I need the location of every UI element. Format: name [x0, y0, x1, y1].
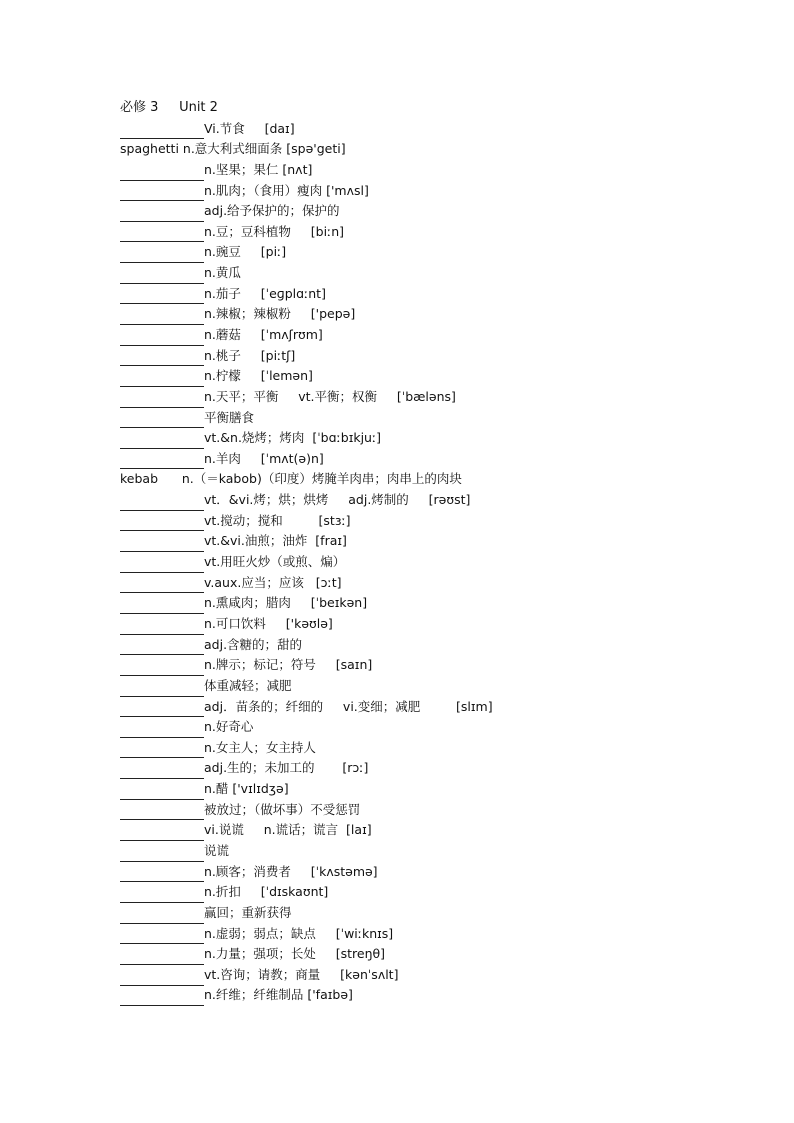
definition-text: 被放过；（做坏事）不受惩罚: [204, 801, 361, 817]
vocab-row: [120, 655, 720, 676]
answer-blank[interactable]: [120, 537, 204, 552]
vocab-row: [120, 986, 720, 1007]
english-word: kebab: [120, 471, 159, 487]
definition-text: n.桃子 [piːtʃ]: [204, 347, 296, 363]
answer-blank[interactable]: [120, 971, 204, 986]
definition-text: 赢回；重新获得: [204, 904, 292, 920]
answer-blank[interactable]: [120, 950, 204, 965]
vocab-row: [120, 181, 720, 202]
answer-blank[interactable]: [120, 496, 204, 511]
answer-blank[interactable]: [120, 847, 204, 862]
answer-blank[interactable]: [120, 578, 204, 593]
answer-blank[interactable]: [120, 454, 204, 469]
answer-blank[interactable]: [120, 888, 204, 903]
answer-blank[interactable]: [120, 991, 204, 1006]
answer-blank[interactable]: [120, 723, 204, 738]
definition-text: vt.&n.烧烤；烤肉 [ˈbɑːbɪkjuː]: [204, 430, 382, 446]
definition-text: n.（＝kabob)（印度）烤腌羊肉串；肉串上的肉块: [158, 471, 462, 487]
vocab-row: [120, 408, 720, 429]
answer-blank[interactable]: [120, 227, 204, 242]
answer-blank[interactable]: [120, 516, 204, 531]
definition-text: n.力量；强项；长处 [streŋθ]: [204, 946, 386, 962]
answer-blank[interactable]: [120, 351, 204, 366]
definition-text: n.辣椒；辣椒粉 ['pepə]: [204, 306, 356, 322]
answer-blank[interactable]: [120, 289, 204, 304]
vocab-row: [120, 552, 720, 573]
definition-text: vt.&vi.油煎；油炸 [fraɪ]: [204, 533, 347, 549]
definition-text: n.豆；豆科植物 [biːn]: [204, 223, 345, 239]
answer-blank[interactable]: [120, 826, 204, 841]
definition-text: n.牌示；标记；符号 [saɪn]: [204, 657, 373, 673]
vocab-row: [120, 800, 720, 821]
word-rows: [120, 119, 720, 1007]
vocab-row: [120, 366, 720, 387]
definition-text: n.肌肉；（食用）瘦肉 ['mʌsl]: [204, 182, 369, 198]
vocab-row: [120, 222, 720, 243]
definition-text: n.意大利式细面条 [spə'geti]: [178, 141, 346, 157]
definition-text: vi.说谎 n.谎话；谎言 [laɪ]: [204, 822, 372, 838]
vocab-row: [120, 325, 720, 346]
vocab-row: [120, 965, 720, 986]
vocab-row: [120, 449, 720, 470]
vocab-row: [120, 779, 720, 800]
answer-blank[interactable]: [120, 186, 204, 201]
answer-blank[interactable]: [120, 310, 204, 325]
answer-blank[interactable]: [120, 867, 204, 882]
vocab-row: [120, 469, 720, 490]
vocab-row: [120, 593, 720, 614]
answer-blank[interactable]: [120, 434, 204, 449]
answer-blank[interactable]: [120, 702, 204, 717]
vocab-row: [120, 201, 720, 222]
definition-text: adj.含糖的；甜的: [204, 636, 303, 652]
definition-text: Vi.节食 [daɪ]: [204, 120, 295, 136]
definition-text: n.熏咸肉；腊肉 [ˈbeɪkən]: [204, 595, 368, 611]
vocab-row: [120, 882, 720, 903]
vocab-row: [120, 511, 720, 532]
definition-text: vt.用旺火炒（或煎、煸）: [204, 554, 346, 570]
definition-text: n.醋 ['vɪlɪdʒə]: [204, 781, 289, 797]
definition-text: n.女主人；女主持人: [204, 739, 316, 755]
definition-text: n.柠檬 [ˈlemən]: [204, 368, 313, 384]
vocab-row: [120, 284, 720, 305]
definition-text: 说谎: [204, 843, 230, 858]
answer-blank[interactable]: [120, 413, 204, 428]
vocab-row: [120, 428, 720, 449]
english-word: spaghetti: [120, 141, 179, 157]
vocab-row: [120, 304, 720, 325]
answer-blank[interactable]: [120, 682, 204, 697]
definition-text: n.顾客；消费者 [ˈkʌstəmə]: [204, 863, 378, 879]
answer-blank[interactable]: [120, 558, 204, 573]
answer-blank[interactable]: [120, 929, 204, 944]
answer-blank[interactable]: [120, 805, 204, 820]
vocab-row: [120, 263, 720, 284]
vocab-row: [120, 903, 720, 924]
vocab-row: [120, 573, 720, 594]
definition-text: n.羊肉 [ˈmʌt(ə)n]: [204, 450, 324, 466]
vocab-row: [120, 820, 720, 841]
answer-blank[interactable]: [120, 764, 204, 779]
vocab-row: [120, 841, 720, 862]
answer-blank[interactable]: [120, 620, 204, 635]
definition-text: vt.搅动；搅和 [stɜː]: [204, 512, 351, 528]
answer-blank[interactable]: [120, 785, 204, 800]
definition-text: 平衡膳食: [204, 409, 255, 425]
unit-title: 必修 3 Unit 2: [120, 100, 218, 115]
definition-text: vt.咨询；请教；商量 [kənˈsʌlt]: [204, 966, 399, 982]
definition-text: adj.生的；未加工的 [rɔː]: [204, 760, 369, 776]
answer-blank[interactable]: [120, 743, 204, 758]
vocab-row: [120, 717, 720, 738]
answer-blank[interactable]: [120, 124, 204, 139]
vocab-row: [120, 862, 720, 883]
definition-text: v.aux.应当；应该 [ɔːt]: [204, 574, 342, 590]
definition-text: n.好奇心: [204, 719, 254, 735]
definition-text: n.纤维；纤维制品 ['faɪbə]: [204, 987, 353, 1003]
vocab-row: [120, 490, 720, 511]
definition-text: n.坚果；果仁 [nʌt]: [204, 161, 313, 177]
answer-blank[interactable]: [120, 372, 204, 387]
vocabulary-list: [120, 98, 720, 1006]
vocab-row: [120, 944, 720, 965]
answer-blank[interactable]: [120, 269, 204, 284]
vocab-row: [120, 758, 720, 779]
answer-blank[interactable]: [120, 331, 204, 346]
answer-blank[interactable]: [120, 166, 204, 181]
vocab-row: [120, 242, 720, 263]
vocab-row: [120, 531, 720, 552]
answer-blank[interactable]: [120, 640, 204, 655]
vocab-row: [120, 160, 720, 181]
vocab-row: [120, 387, 720, 408]
definition-text: n.可口饮料 ['kəʊlə]: [204, 615, 333, 631]
vocab-row: [120, 119, 720, 140]
vocab-row: [120, 697, 720, 718]
definition-text: n.茄子 [ˈeɡplɑːnt]: [204, 285, 326, 301]
definition-text: n.蘑菇 [ˈmʌʃrʊm]: [204, 326, 323, 342]
answer-blank[interactable]: [120, 661, 204, 676]
definition-text: 体重减轻；减肥: [204, 677, 292, 693]
definition-text: n.豌豆 [piː]: [204, 244, 287, 260]
answer-blank[interactable]: [120, 909, 204, 924]
vocab-row: [120, 738, 720, 759]
definition-text: adj.给予保护的；保护的: [204, 203, 340, 219]
vocab-row: [120, 346, 720, 367]
definition-text: n.黄瓜: [204, 265, 241, 281]
answer-blank[interactable]: [120, 207, 204, 222]
answer-blank[interactable]: [120, 599, 204, 614]
definition-text: n.天平；平衡 vt.平衡；权衡 [ˈbæləns]: [204, 388, 456, 404]
definition-text: n.折扣 [ˈdɪskaʊnt]: [204, 884, 329, 900]
vocab-row: [120, 676, 720, 697]
definition-text: adj．苗条的；纤细的 vi.变细；减肥 [slɪm]: [204, 698, 493, 714]
definition-text: n.虚弱；弱点；缺点 [ˈwiːknɪs]: [204, 925, 394, 941]
answer-blank[interactable]: [120, 393, 204, 408]
vocab-row: [120, 614, 720, 635]
answer-blank[interactable]: [120, 248, 204, 263]
definition-text: vt．&vi.烤；烘；烘烤 adj.烤制的 [rəʊst]: [204, 492, 471, 508]
vocab-row: [120, 924, 720, 945]
vocab-row: [120, 635, 720, 656]
vocab-row: [120, 139, 720, 160]
